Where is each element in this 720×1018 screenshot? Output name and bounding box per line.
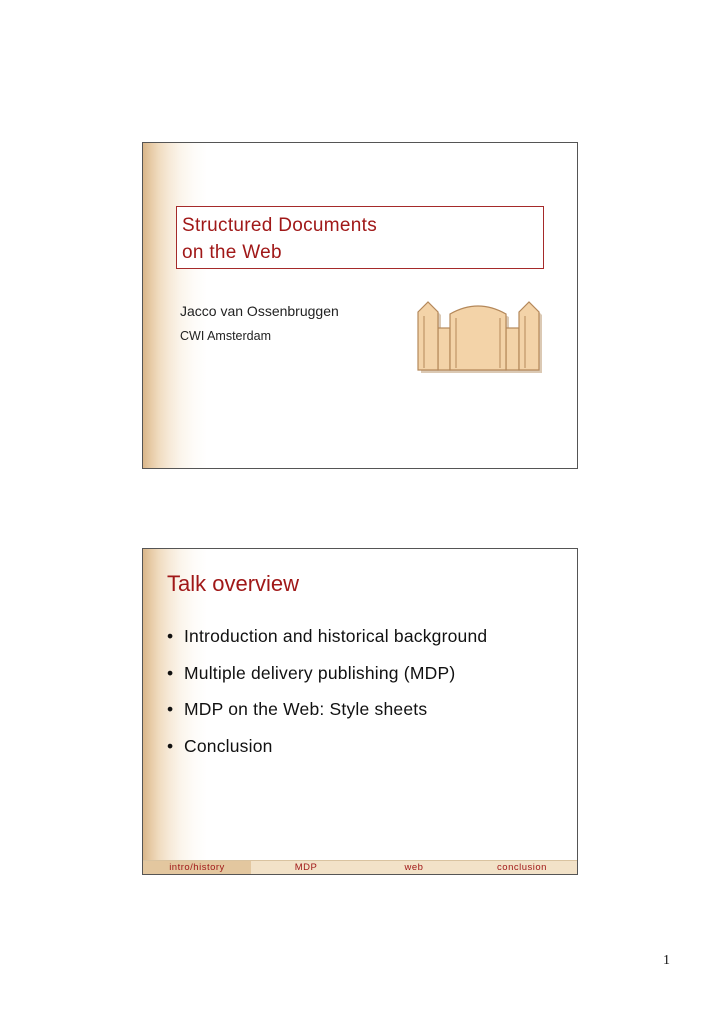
- bullet-text: Conclusion: [184, 735, 273, 756]
- section-nav-bar: [143, 860, 577, 874]
- bullet-text: Introduction and historical background: [184, 626, 488, 646]
- nav-mdp[interactable]: MDP: [294, 862, 318, 873]
- slide-title: [142, 142, 578, 469]
- slide-title-line-2: on the Web: [182, 242, 282, 263]
- bullet-item: [167, 733, 487, 770]
- nav-intro-history[interactable]: intro/history: [143, 861, 251, 874]
- affiliation: CWI Amsterdam: [180, 329, 271, 343]
- author-name: Jacco van Ossenbruggen: [180, 303, 339, 319]
- bullet-icon: •: [167, 735, 174, 756]
- bullet-icon: •: [167, 699, 174, 719]
- overview-title: Talk overview: [167, 571, 300, 596]
- title-box: [176, 206, 544, 269]
- overview-bullet-list: [167, 623, 487, 769]
- bullet-item: [167, 660, 487, 697]
- cwi-building-logo-icon: [414, 298, 549, 373]
- bullet-text: MDP on the Web: Style sheets: [184, 699, 428, 719]
- bullet-icon: •: [167, 626, 174, 646]
- bullet-icon: •: [167, 662, 174, 683]
- slide-title-line-1: Structured Documents: [182, 215, 378, 236]
- bullet-item: [167, 623, 487, 660]
- page-number: 1: [663, 953, 670, 968]
- bullet-item: [167, 696, 487, 733]
- nav-web[interactable]: web: [404, 862, 424, 873]
- slide-overview: [142, 548, 578, 875]
- bullet-text: Multiple delivery publishing (MDP): [184, 662, 456, 683]
- nav-conclusion[interactable]: conclusion: [497, 862, 547, 873]
